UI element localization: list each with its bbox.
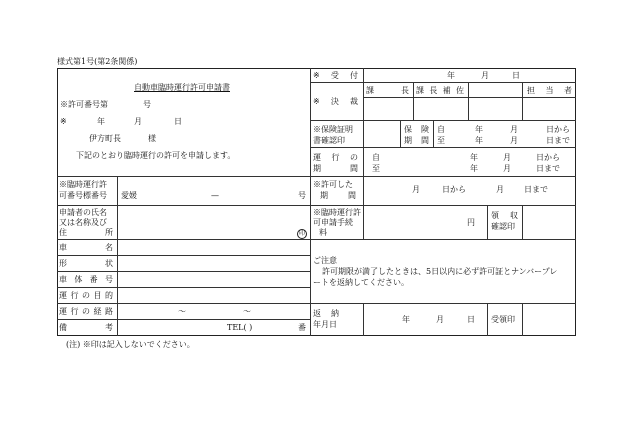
vehicle-name-label: 車 名 [59,243,113,252]
insurance-to-month: 月 [510,136,518,145]
chief-label: 課 長 [366,86,409,95]
seal-mark: 印 [298,230,305,237]
insurance-from-day: 日から [546,125,570,134]
operation-from: 自 [372,153,380,162]
insurance-to-year: 年 [475,136,483,145]
permitted-month-2: 月 [496,185,504,194]
insurance-to-day: 日まで [546,136,570,145]
caution-line-2: ートを返納してください。 [313,278,409,287]
insurance-period-label-2: 期 間 [404,136,429,145]
date-day: 日 [174,117,182,126]
plate-prefix: 愛媛 [121,191,137,200]
return-seal-label: 受領印 [491,315,515,324]
receipt-day: 日 [512,71,520,80]
permitted-period-label-1: ※許可した [313,180,353,189]
route-tilde-2: 〜 [243,307,251,316]
tel-label: TEL( ) [227,323,253,332]
return-day: 日 [467,315,475,324]
date-mark: ※ [60,117,67,126]
application-form-frame [57,68,576,336]
insurance-from-month: 月 [510,125,518,134]
plate-label-1: ※臨時運行許 [59,180,107,189]
applicant-label-3: 住 所 [59,228,113,237]
fee-label-3: 料 [319,228,327,237]
fee-label-1: ※臨時運行許 [313,208,361,217]
tel-suffix: 番 [298,323,306,332]
return-label-2: 年月日 [313,320,337,329]
decision-label: ※ 決 裁 [313,97,358,106]
operation-to-day: 日まで [536,164,560,173]
insurance-period-label-1: 保 険 [404,125,429,134]
permitted-to: 日まで [524,185,548,194]
return-label-1: 返 納 [313,309,339,318]
permitted-month-1: 月 [412,185,420,194]
return-month: 月 [436,315,444,324]
receipt-month: 月 [481,71,489,80]
operation-from-year: 年 [470,153,478,162]
route-tilde-1: 〜 [178,307,186,316]
caution-title: ご注意 [313,256,337,265]
return-year: 年 [402,315,410,324]
plate-suffix: 号 [298,191,306,200]
operation-to-year: 年 [470,164,478,173]
addressee-honorific: 様 [148,134,156,143]
receipt-label: ※ 受 付 [313,71,358,80]
operation-from-day: 日から [536,153,560,162]
applicant-label-1: 申請者の氏名 [59,208,107,217]
route-label: 運 行 の 経 路 [59,307,113,316]
permitted-period-label-2: 期 間 [320,191,356,200]
insurance-from: 自 [437,125,445,134]
purpose-label: 運 行 の 目 的 [59,291,113,300]
operation-from-month: 月 [503,153,511,162]
addressee-name: 伊方町長 [89,134,121,143]
insurance-label-2: 書確認印 [313,136,345,145]
chassis-number-label: 車 体 番 号 [59,275,113,284]
permit-number-suffix: 号 [143,100,151,109]
permit-number-label: ※許可番号第 [60,100,108,109]
fee-label-2: 可申請手続 [313,218,353,227]
operation-period-label-1: 運 行 の [313,153,358,162]
operation-to-month: 月 [503,164,511,173]
shape-label: 形 状 [59,259,113,268]
receipt-seal-label-1: 領 収 [491,211,518,220]
form-title: 自動車臨時運行許可申請書 [134,83,230,92]
insurance-label-1: ※保険証明 [313,125,353,134]
form-number: 様式第1号(第2条関係) [57,57,138,66]
insurance-from-year: 年 [475,125,483,134]
operation-to: 至 [372,164,380,173]
plate-label-2: 可番号標番号 [59,191,107,200]
operation-period-label-2: 期 間 [313,164,358,173]
insurance-to: 至 [437,136,445,145]
deputy-label: 課 長 補 佐 [416,86,464,95]
remarks-label: 備 考 [59,323,113,332]
date-year: 年 [97,117,105,126]
caution-line-1: 許可期限が満了したときは、5日以内に必ず許可証とナンバープレ [322,267,558,276]
applicant-label-2: 又は名称及び [59,218,107,227]
request-text: 下記のとおり臨時運行の許可を申請します。 [76,151,236,160]
receipt-seal-label-2: 確認印 [491,222,515,231]
staff-label: 担 当 者 [527,86,572,95]
permitted-from: 日から [442,185,466,194]
receipt-year: 年 [447,71,455,80]
fee-unit: 円 [467,218,475,227]
footer-note: (注) ※印は記入しないでください。 [66,340,195,349]
date-month: 月 [134,117,142,126]
plate-dash: — [211,191,219,200]
